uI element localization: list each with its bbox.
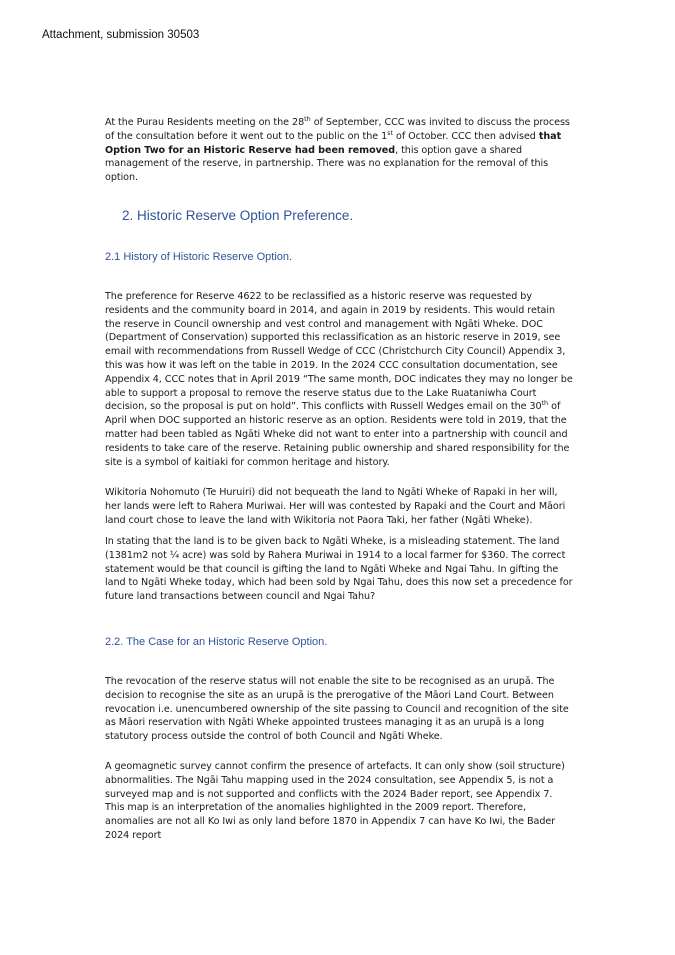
- section-2-1-paragraph-3: In stating that the land is to be given back to Ngāti Wheke, is a misleading statement. The land (1381m2 not ¼ acre) was sold by Rahera Muriwai in 1914 to a local farmer for $360. The correct statement would be that council is gifting the land to Ngāti Wheke and Ngai Tahu. In gifting the land to Ngāti Wheke today, which had been sold by Ngai Tahu, does this now set a precedence for future land transactions between council and Ngai Tahu?: [105, 536, 573, 603]
- section-2-2-paragraph-2: A geomagnetic survey cannot confirm the presence of artefacts. It can only show (soil structure) abnormalities. The Ngāi Tahu mapping used in the 2024 consultation, see Appendix 5, is not a surveyed map and is not supported and conflicts with the 2024 Bader report, see Appendix 7. This map is an interpretation of the anomalies highlighted in the 2009 report. Therefore, anomalies are not all Ko Iwi as only land before 1870 in Appendix 7 can have Ko Iwi, the Bader 2024 report: [105, 761, 565, 841]
- intro-text-c: of October. CCC then advised: [393, 130, 539, 142]
- s21-p1-text-a: The preference for Reserve 4622 to be reclassified as a historic reserve was requested by residents and the community board in 2014, and again in 2019 by residents. This would retain the reserve in Council ownership and vest control and management with Ngāti Wheke. DOC (Department of Conservation) supported this reclassification as an historic reserve in 2019, see email with recommendations from Russell Wedge of CCC (Christchurch City Council) Appendix 3, this was how it was left on the table in 2019. In the 2024 CCC consultation documentation, see Appendix 4, CCC notes that in April 2019 “The same month, DOC indicates they may no longer be able to support a proposal to remove the reserve status due to the Lake Ruataniwha Court decision, so the proposal is put on hold”. This conflicts with Russell Wedges email on the 30: [105, 291, 573, 413]
- intro-sup-st: st: [387, 128, 394, 137]
- section-2-1-paragraph-1: [105, 290, 573, 469]
- section-2-1-heading: 2.1 History of Historic Reserve Option.: [105, 251, 293, 263]
- intro-text-b: of September, CCC was invited to discuss the process of the consultation before it went out to the public on the 1: [105, 117, 570, 142]
- intro-sup-th: th: [304, 114, 311, 123]
- s21-p1-sup: th: [541, 399, 549, 408]
- intro-text-d: , this option gave a shared management of the reserve, in partnership. There was no explanation for the removal of this option.: [105, 144, 549, 184]
- section-2-1-paragraph-2: Wikitoria Nohomuto (Te Huruiri) did not bequeath the land to Ngāti Wheke of Rapaki in her will, her lands were left to Rahera Muriwai. Her will was contested by Rapaki and the Court and Māori land court chose to leave the land with Wikitoria not Paora Taki, her father (Ngāti Wheke).: [105, 487, 566, 526]
- section-2-heading: 2. Historic Reserve Option Preference.: [122, 208, 354, 223]
- attachment-label: Attachment, submission 30503: [42, 29, 200, 41]
- intro-text-a: At the Purau Residents meeting on the 28: [105, 117, 305, 128]
- s21-p1-text-b: of April when DOC supported an historic reserve as an option. Residents were told in 2019, that the matter had been tabled as Ngāti Wheke did not want to enter into a partnership with council and residents to take care of the reserve. Retaining public ownership and shared responsibility for the site is a symbol of kaitiaki for common heritage and history.: [105, 401, 570, 468]
- intro-paragraph: [105, 116, 573, 185]
- intro-bold-statement: that Option Two for an Historic Reserve had been removed: [105, 130, 562, 156]
- section-2-2-paragraph-1: The revocation of the reserve status will not enable the site to be recognised as an urupā. The decision to recognise the site as an urupā is the prerogative of the Māori Land Court. Between revocation i.e. unencumbered ownership of the site passing to Council and recognition of the site as Māori reservation with Ngāti Wheke appointed trustees managing it as an urupā is a long statutory process outside the control of both Council and Ngāti Wheke.: [105, 676, 569, 743]
- section-2-2-heading: 2.2. The Case for an Historic Reserve Option.: [105, 636, 328, 648]
